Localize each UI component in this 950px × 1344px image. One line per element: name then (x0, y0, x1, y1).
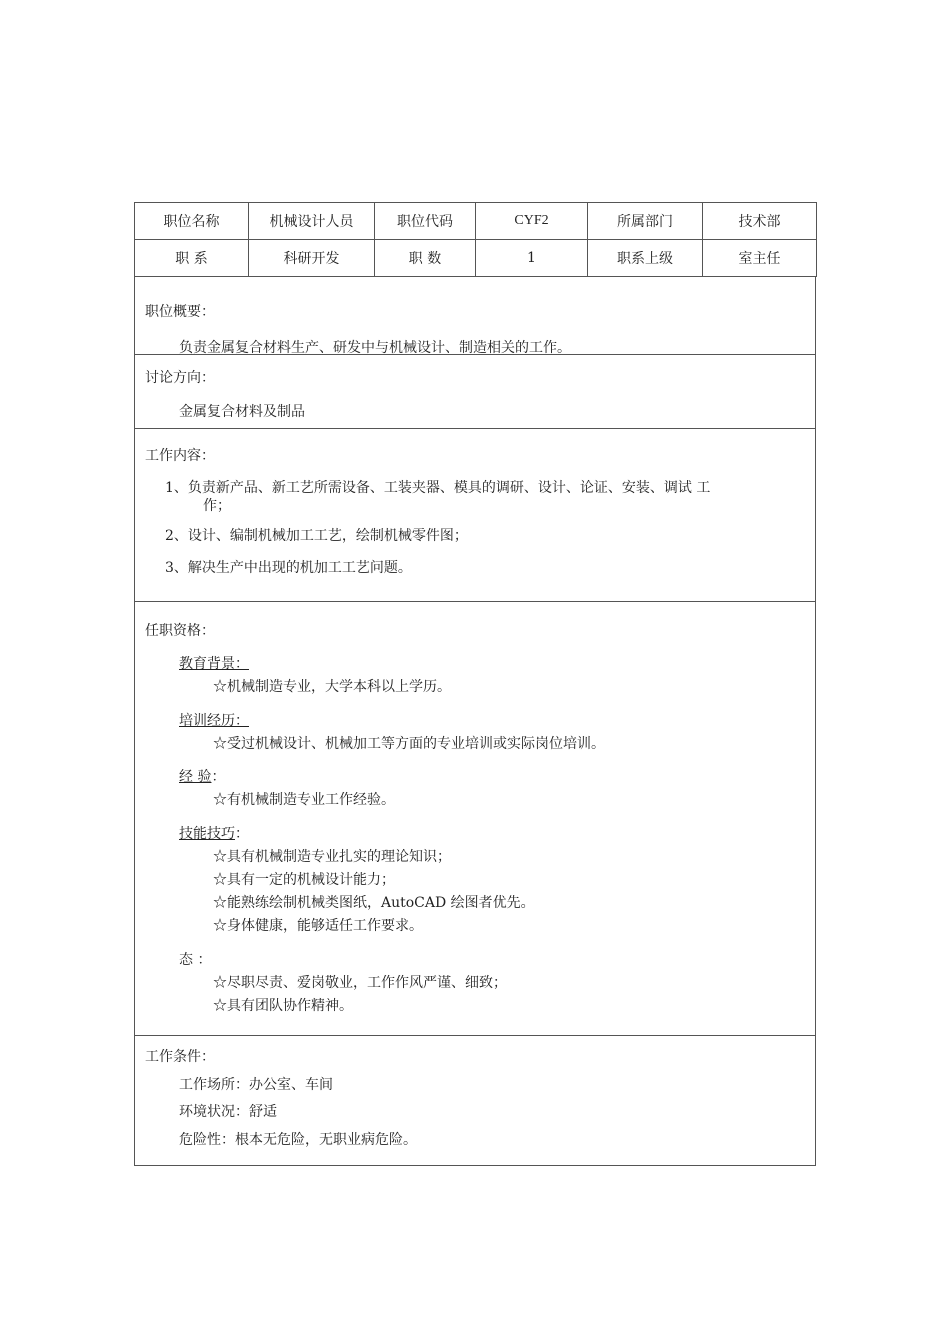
training-label: 培训经历： (179, 713, 249, 729)
work-item-2: 2、设计、编制机械加工工艺，绘制机械零件图； (165, 528, 468, 544)
attitude-item-1: ☆尽职尽责、爱岗敬业，工作作风严谨、细致； (213, 975, 507, 991)
label-headcount: 职 数 (375, 240, 476, 277)
label-department: 所属部门 (588, 203, 703, 240)
value-superior: 室主任 (703, 240, 817, 277)
label-position-code: 职位代码 (375, 203, 476, 240)
attitude-label: 态 ： (179, 952, 212, 968)
skills-colon: ： (235, 826, 249, 842)
work-content-section (134, 429, 816, 602)
skills-label: 技能技巧 (179, 826, 235, 842)
experience-colon: ： (211, 769, 226, 785)
value-job-family: 科研开发 (249, 240, 375, 277)
skill-item-3: ☆能熟练绘制机械类图纸，AutoCAD 绘图者优先。 (213, 895, 535, 911)
direction-title: 讨论方向： (145, 370, 215, 386)
experience-label: 经 验 (179, 769, 212, 785)
summary-title: 职位概要： (145, 304, 215, 320)
skill-item-1: ☆具有机械制造专业扎实的理论知识； (213, 849, 451, 865)
attitude-item-2: ☆具有团队协作精神。 (213, 998, 353, 1014)
direction-section (134, 355, 816, 429)
work-item-3: 3、解决生产中出现的机加工工艺问题。 (165, 560, 412, 576)
value-department: 技术部 (703, 203, 817, 240)
work-conditions-title: 工作条件： (145, 1049, 215, 1065)
experience-text: ☆有机械制造专业工作经验。 (213, 792, 395, 808)
label-position-name: 职位名称 (135, 203, 249, 240)
risk: 危险性：根本无危险，无职业病危险。 (179, 1132, 417, 1148)
label-job-family: 职 系 (135, 240, 249, 277)
environment: 环境状况：舒适 (179, 1104, 277, 1120)
header-row-2 (135, 240, 817, 277)
work-content-title: 工作内容： (145, 448, 215, 464)
experience-label-line (179, 766, 225, 786)
value-position-name: 机械设计人员 (249, 203, 375, 240)
job-description-form (134, 202, 816, 1166)
summary-section (134, 277, 816, 355)
education-text: ☆机械制造专业，大学本科以上学历。 (213, 679, 451, 695)
skills-label-line (179, 823, 249, 843)
skill-item-2: ☆具有一定的机械设计能力； (213, 872, 395, 888)
work-item-1-continued: 作； (203, 498, 231, 514)
direction-text: 金属复合材料及制品 (179, 404, 305, 420)
header-table (134, 202, 817, 277)
training-text: ☆受过机械设计、机械加工等方面的专业培训或实际岗位培训。 (213, 736, 605, 752)
work-conditions-section (134, 1036, 816, 1166)
education-label: 教育背景： (179, 656, 249, 672)
work-place: 工作场所：办公室、车间 (179, 1077, 333, 1093)
work-item-1: 1、负责新产品、新工艺所需设备、工装夹器、模具的调研、设计、论证、安装、调试 工 (165, 480, 711, 496)
value-position-code: CYF2 (476, 203, 588, 240)
skill-item-4: ☆身体健康，能够适任工作要求。 (213, 918, 423, 934)
header-row-1 (135, 203, 817, 240)
label-superior: 职系上级 (588, 240, 703, 277)
value-headcount: 1 (476, 240, 588, 277)
qualification-title: 任职资格： (145, 623, 215, 639)
summary-text: 负责金属复合材料生产、研发中与机械设计、制造相关的工作。 (179, 340, 571, 356)
qualification-section (134, 602, 816, 1036)
